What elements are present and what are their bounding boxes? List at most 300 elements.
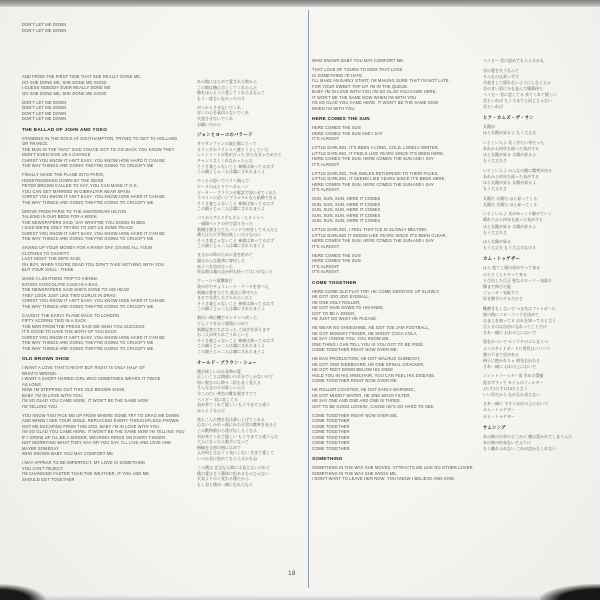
lyric-line: いつか君に慰めてもらえるかもね bbox=[197, 455, 257, 461]
lyric-line: NOW I'M STEPPING OUT THIS OLD BROWN SHOE, bbox=[22, 387, 126, 392]
lyric-stanza bbox=[312, 325, 474, 353]
lyric-line: HONEYMOONING DOWN BY THE SEINE. bbox=[22, 177, 105, 183]
lyric-line: COME TOGETHER bbox=[312, 440, 350, 445]
lyric-line: LAST NIGHT THE WIFE SAID, bbox=[22, 256, 82, 261]
lyric-stanza bbox=[197, 215, 305, 249]
lyric-line: LITTLE DARLING, I FEEL THAT ICE IS SLOWLY MELTING. bbox=[312, 227, 428, 232]
lyric-stanza bbox=[22, 413, 214, 457]
lyric-line: SUN, SUN, SUN, HERE IT COMES bbox=[312, 212, 381, 218]
lyric-stanza bbox=[22, 22, 214, 33]
lyric-stanza bbox=[197, 252, 305, 274]
lyric-line: もう大丈夫さ bbox=[483, 186, 507, 192]
lyric-line: 一週間ベッドの中で語り合った bbox=[197, 220, 253, 226]
song-title-heading: ジョンとヨーコのバラード bbox=[197, 132, 253, 138]
lyric-line: HE SAY ONE AND ONE AND ONE IS THREE. bbox=[312, 398, 402, 403]
lyric-line: ベイビー 君に恋してる 来てくれて嬉しい bbox=[483, 91, 558, 97]
lyric-line: 人が何と言おうと気にしない 生きて愛して bbox=[197, 450, 275, 456]
lyric-stanza bbox=[312, 289, 474, 322]
lyric-line: 正しいことは間違いの半分でしかないけど bbox=[197, 374, 273, 380]
lyric-stanza bbox=[312, 196, 474, 224]
lyric-line: HE GOT JOO JOO EYEBALL, bbox=[312, 294, 370, 299]
lyric-line: さあ一緒に おれの上においで bbox=[483, 329, 537, 335]
lyric-line: ほら太陽が昇る 太陽が昇るよ bbox=[483, 223, 537, 229]
lyric-line: 膝まで伸びた髪 bbox=[483, 283, 511, 289]
lyric-line: CHRIST YOU KNOW IT AIN'T EASY, YOU KNOW HOW HARD IT CAN BE bbox=[22, 298, 166, 303]
lyric-line: TALKING IN OUR BEDS FOR A WEEK. bbox=[22, 214, 99, 219]
lyric-line: THE NEWSPAPERS SAID SHE'S GONE TO HIS HEAD bbox=[22, 287, 130, 292]
lyric-line: SAVING UP YOUR MONEY FOR A RAINY DAY, GIVING ALL YOUR bbox=[22, 245, 153, 250]
lyric-line: GOT TO BE GOOD LOOKIN', CAUSE HE'S SO HARD TO SEE. bbox=[312, 403, 435, 409]
lyric-line: I'LL MAKE AN EARLY START, I'M MAKING SURE THAT I'M NOT LATE. bbox=[312, 78, 450, 83]
lyric-stanza bbox=[22, 209, 214, 242]
lyric-line: この調子じゃ二人は磔にされちまうよ bbox=[197, 243, 265, 249]
lyric-line: おまえを知ってる おれを知ってると言う bbox=[483, 317, 557, 323]
lyric-line: そうさ楽じゃないこと 神様は知ってるはず bbox=[197, 200, 275, 206]
bottom-left-corner-shadow bbox=[0, 584, 46, 600]
lyric-line: そうさ楽じゃないこと 神様は知ってるはず bbox=[197, 163, 275, 169]
lyric-line: EATING CHOCOLATE CAKE IN A BAG. bbox=[22, 281, 99, 287]
page-top-edge bbox=[0, 0, 600, 7]
lyric-line: 今この古い茶色の靴を脱ぎすてて bbox=[197, 390, 258, 396]
lyric-line: 膝の下まで足がある bbox=[483, 351, 519, 357]
lyric-line: 僕らはただ平和が欲しいだけなのに bbox=[197, 232, 261, 238]
lyric-line: お二人が戻られてうれしいと bbox=[197, 332, 249, 338]
lyric-line: IT'S GOOD TO HAVE THE BOTH OF YOU BACK bbox=[22, 329, 117, 334]
page-number: 18 bbox=[288, 571, 296, 577]
lyric-line: ゆうべ女房が言った bbox=[197, 263, 233, 269]
lyric-line: 言えるのは自由になれってことだけ bbox=[483, 323, 547, 329]
lyric-line: THE WAY THINGS ARE GOING THEY'RE GOING TO CRUCIFY ME bbox=[22, 303, 154, 309]
lyric-line: WHO KNOWS BABY YOU MAY COMFORT ME. bbox=[312, 58, 405, 63]
lyric-line: I DON'T WANT TO LEAVE HER NOW, YOU KNOW I BELIEVE AND HOW. bbox=[312, 476, 455, 481]
lyric-line: OH BOY, WHEN YOU'RE DEAD YOU DON'T TAKE NOTHING WITH YOU bbox=[22, 261, 165, 267]
lyric-line: I'M SO GLAD YOU CAME HERE, IT WON'T BE THE SAME NOW bbox=[22, 398, 149, 403]
lyric-line: HERE COME OLD FLAT TOP, HE COME GROOVIN' UP SLOWLY, bbox=[312, 288, 440, 294]
lyric-stanza bbox=[197, 369, 305, 414]
lyric-line: この娘は俺に尽くしてくれたんだ bbox=[197, 84, 257, 90]
lyric-stanza bbox=[22, 313, 214, 352]
lyric-line: この調子じゃ二人は磔にされちまうよ bbox=[197, 348, 265, 354]
lyric-line: あの娘の何気ないそぶりに bbox=[483, 439, 531, 445]
lyric-line: LITTLE DARLING IT SEEMS LIKE YEARS SINCE IT'S BEEN CLEAR. bbox=[312, 232, 447, 238]
column-english-right bbox=[312, 58, 474, 485]
lyric-line: I'M SO GLAD YOU CAME HERE, IT WON'T BE THE SAME NOW I'M TELLING YOU bbox=[22, 429, 185, 434]
lyric-line: 指輪を全部の指にはめて bbox=[197, 444, 241, 450]
lyric-line: 靴磨きもしないで つま先はフットボール bbox=[483, 305, 556, 311]
lyric-line: あの娘にはじめて愛された時から bbox=[197, 79, 257, 84]
lyric-line: THE WAY THINGS ARE GOING THEY'RE GOING TO CRUCIFY ME bbox=[22, 340, 154, 345]
lyric-line: オノのサイドボードに背骨はバリバリ bbox=[483, 345, 551, 351]
lyric-line: BABY, I'M IN LOVE WITH YOU, bbox=[22, 392, 84, 398]
lyric-line: パリからアムステルダム・ヒルトンへ bbox=[197, 215, 265, 221]
lyric-line: 死ぬ時は魂のほか何も持ってはいけないと bbox=[197, 269, 273, 275]
lyric-line: 君の愛を失うなんて bbox=[483, 67, 519, 73]
lyric-line: 僕の愛はそう簡単に拒めるものじゃない bbox=[197, 470, 269, 476]
lyric-line: IT WON'T BE THE SAME NOW WHEN I'M WITH YOU bbox=[312, 94, 417, 100]
lyric-line: いとしい人よ 長く冷たい冬だった bbox=[483, 139, 545, 145]
lyric-line: HE JUST DO WHAT HE PLEASE. bbox=[312, 316, 378, 321]
lyric-stanza bbox=[22, 136, 214, 169]
lyric-line: GOT TO BE A JOKER, bbox=[312, 310, 356, 316]
lyric-line: COME TOGETHER RIGHT NOW OVER ME. bbox=[312, 378, 398, 383]
lyric-line: 泥水すすって モジョのフィルター bbox=[483, 379, 544, 385]
lyric-line: ほら太陽が昇る bbox=[483, 239, 511, 245]
lyric-stanza bbox=[197, 178, 305, 212]
lyric-line: COME TOGETHER RIGHT NOW OVER ME. bbox=[312, 347, 398, 352]
lyric-line: あの娘の仕草のどこかに 俺は惹かれてしまうんだ bbox=[483, 433, 573, 439]
lyric-line: そうさ楽じゃないこと 神様は知ってるはず bbox=[197, 237, 275, 243]
lyric-line: 好き勝手にやるだけさ bbox=[483, 295, 523, 301]
lyric-line: STANDING IN THE DOCK AT SOUTHAMPTON, TRYING TO GET TO HOLLAND bbox=[22, 135, 178, 141]
lyric-line: IS SOMETHING I'D HATE. bbox=[312, 72, 364, 78]
lyric-line: ぼくの心を裏切らないでくれ bbox=[197, 110, 249, 116]
lyric-line: 君といれば もう今までと同じじゃない bbox=[483, 98, 553, 104]
lyric-line: IT'S ALRIGHT. bbox=[312, 243, 341, 249]
lyric-line: 服はみんな慈善に寄付した bbox=[197, 258, 245, 264]
lyric-line: 晴れてから何年も経った気がする bbox=[483, 217, 543, 223]
lyric-stanza bbox=[312, 125, 474, 142]
lyric-line: もう一度もいなかったのさ bbox=[197, 95, 245, 101]
lyric-line: DON'T LET ME DOWN bbox=[22, 27, 67, 33]
lyric-stanza bbox=[483, 265, 595, 302]
lyric-line: HE GOT MUDDY WATER, HE ONE MOJO FILTER, bbox=[312, 392, 411, 398]
lyric-line: CLOTHES TO CHARITY. bbox=[22, 250, 71, 256]
lyric-line: HE GOT ONO SIDEBOARD, HE ONE SPINAL CRACKER, bbox=[312, 361, 425, 367]
lyric-line: この僕は 完全な人間には見えないけれど bbox=[197, 465, 271, 471]
lyric-stanza bbox=[483, 124, 595, 136]
lyric-line: 朝早い飛行機でロンドンへ戻った bbox=[197, 315, 257, 321]
lyric-line: 失望させないでくれ bbox=[197, 116, 233, 122]
lyric-line: HE BAG PRODUCTION, HE GOT WALRUS GUMBOOT, bbox=[312, 356, 421, 361]
lyric-line: CAUGHT THE EARLY PLANE BACK TO LONDON bbox=[22, 312, 120, 318]
lyric-line: I'M SO GLAD YOU CAME HERE, IT WON'T BE THE SAME NOW bbox=[312, 100, 439, 105]
lyric-line: AND FROM THE FIRST TIME THAT SHE REALLY DONE ME, bbox=[22, 74, 142, 79]
lyric-line: 君が来てくれて嬉しい もう今までと違うんだ bbox=[197, 433, 279, 439]
lyric-line: 猿の指にコカ・コーラを決めて bbox=[483, 311, 539, 317]
column-japanese-right bbox=[483, 58, 595, 455]
lyric-line: 落ちこんだ僕を君は救い上げてくれる bbox=[197, 416, 265, 422]
lyric-line: さあ一緒に 今すぐおれの上においで bbox=[483, 401, 549, 407]
lyric-stanza bbox=[197, 417, 305, 462]
lyric-line: スペインに近いジブラルタルなら結婚できる bbox=[197, 195, 277, 201]
lyric-line: HE GOT HAIR DOWN TO HIS KNEE. bbox=[312, 305, 385, 310]
lyric-line: COME TOGETHER bbox=[312, 434, 350, 440]
lyric-line: IF I GROW UP I'LL BE A SINGER, WEARING RINGS ON EVERY FINGER. bbox=[22, 434, 167, 440]
song-title-heading: オールド・ブラウン・シュー bbox=[197, 359, 258, 365]
lyric-line: BUT YOUR SOUL - THINK bbox=[22, 267, 74, 272]
song-title-heading: ヒア・カムズ・ザ・サン bbox=[483, 115, 534, 121]
song-title-heading: HERE COMES THE SUN bbox=[312, 116, 370, 121]
center-divider-rule bbox=[308, 10, 309, 588]
lyric-line: WHAT'S WRONG. bbox=[22, 370, 58, 376]
lyric-line: ほんとうなんだ bbox=[197, 407, 225, 413]
lyric-line: IT'S ALRIGHT bbox=[312, 136, 340, 141]
lyric-line: 新聞は書きたてた 彼女に夢中だと bbox=[197, 289, 259, 295]
lyric-stanza bbox=[22, 365, 214, 409]
lyric-line: そんなのは真っ平だ bbox=[483, 73, 519, 79]
lyric-line: I WANT A LOVE THAT'S RIGHT BUT RIGHT IS ONLY HALF OF bbox=[22, 365, 145, 370]
lyric-line: PETER BROWN CALLED TO SAY, YOU CAN MAKE IT O.K. bbox=[22, 183, 138, 188]
lyric-line: SUN, SUN, SUN, HERE IT COMES bbox=[312, 207, 381, 212]
page-bottom-edge bbox=[0, 595, 600, 600]
lyric-line: HERE COMES THE SUN bbox=[312, 258, 361, 263]
lyric-line: OO SHE DONE ME, SHE DONE ME GOOD bbox=[22, 90, 107, 96]
lyric-line: THE WAY THINGS ARE GOING THEY'RE GOING TO CRUCIFY ME bbox=[22, 163, 154, 168]
lyric-line: COME TOGETHER. bbox=[312, 445, 351, 451]
lyric-line: CHRIST YOU KNOW IT AIN'T EASY, YOU KNOW HOW HARD IT CAN BE bbox=[22, 230, 166, 236]
lyric-stanza bbox=[22, 172, 214, 205]
lyric-line: がっかりさせないでくれ bbox=[197, 104, 241, 110]
lyric-line: 新聞記者たちは言った ご成功を祈ります bbox=[197, 326, 271, 332]
lyric-line: 君の甘い唇に今も並んで順番待ち bbox=[483, 85, 543, 91]
lyric-line: 俺をほんとうに愛してくれた女なんて bbox=[197, 90, 265, 96]
lyric-line: THE MEN FROM THE PRESS SAID WE WISH YOU SUCCESS bbox=[22, 323, 145, 329]
lyric-line: いとしい人よ 氷がゆっくり解けていく bbox=[483, 211, 553, 217]
lyric-line: HERE COMES THE SUN bbox=[312, 252, 361, 258]
lyric-line: この調子じゃ二人は磔にされちまうよ bbox=[197, 206, 265, 212]
lyric-stanza bbox=[483, 239, 595, 251]
lyric-stanza bbox=[483, 168, 595, 192]
lyric-stanza bbox=[483, 401, 595, 419]
lyric-line: 君といれば bbox=[483, 104, 503, 110]
lyric-line: そんな女の子が欲しいんだ bbox=[197, 385, 245, 391]
lyric-line: LITTLE DARLING, THE SMILES RETURNING TO THEIR FACES. bbox=[312, 170, 439, 176]
lyric-line: HERE COMES THE SUN, HERE COMES THE SUN AND I SAY bbox=[312, 156, 434, 161]
lyric-stanza bbox=[483, 306, 595, 336]
lyric-line: THE WAY THINGS ARE GOING THEY'RE GOING TO CRUCIFY ME bbox=[22, 199, 154, 205]
lyric-line: ほら太陽が昇る 太陽が昇るよ bbox=[483, 180, 537, 185]
lyric-line: もう大丈夫さ bbox=[483, 229, 507, 235]
column-english-left bbox=[22, 22, 214, 486]
lyric-line: FOR YOUR SWEET TOP LIP I'M IN THE QUEUE. bbox=[312, 83, 409, 89]
lyric-line: WHO KNOWS BABY YOU MAY COMFORT ME. bbox=[22, 451, 115, 456]
lyric-line: セーヌのほとりでハネムーン bbox=[197, 183, 249, 189]
lyric-stanza bbox=[483, 140, 595, 164]
lyric-line: お願いだから bbox=[197, 121, 221, 127]
lyric-line: 1たす1たす1は3だと言う bbox=[483, 385, 528, 391]
lyric-stanza bbox=[483, 211, 595, 235]
lyric-line: 早起きして遅れないようにしなくちゃ bbox=[483, 79, 551, 85]
lyric-line: 椅子に抱かれりゃ 病気も伝わる bbox=[483, 357, 541, 363]
lyric-line: HE GOT FEET DOWN BELOW HIS KNEE bbox=[312, 367, 394, 372]
lyric-stanza bbox=[483, 196, 595, 208]
lyric-line: HERE COMES THE SUN, HERE COMES THE SUN AND I SAY bbox=[312, 181, 434, 187]
lyric-stanza bbox=[312, 356, 474, 384]
lyric-line: THAT LOVE OF YOURS TO MISS THAT LOVE bbox=[312, 67, 403, 72]
lyric-line: ジョーカー気取りで bbox=[483, 289, 519, 295]
lyric-stanza bbox=[312, 145, 474, 167]
lyric-line: LITTLE DARLING, IT SEEMS LIKE YEARS SINCE IT'S BEEN HERE. bbox=[312, 176, 446, 181]
lyric-line: もう離れられない これが恋かもしれない bbox=[483, 445, 557, 451]
lyric-line: DON'T LET ME DOWN bbox=[22, 116, 67, 121]
lyric-line: COME TOGETHER bbox=[312, 429, 350, 434]
lyric-line: そうさ楽じゃないこと 神様は知ってるはず bbox=[197, 300, 275, 306]
lyric-line: I'M TELLING YOU bbox=[22, 403, 58, 409]
lyric-line: 天気より早く変わる僕だから bbox=[197, 476, 249, 482]
lyric-line: カム・トゥゲザー bbox=[483, 413, 515, 419]
lyric-line: 袋の中でチョコレート・ケーキを食べた bbox=[197, 283, 269, 289]
lyric-stanza bbox=[483, 68, 595, 111]
lyric-stanza bbox=[312, 253, 474, 275]
lyric-line: SOMETHING IN THE WAY SHE WOOS ME, bbox=[312, 470, 398, 476]
lyric-line: CHRIST YOU KNOW IT AIN'T EASY, YOU KNOW HOW HARD IT CAN BE bbox=[22, 157, 166, 163]
lyric-line: ウィーンへ電撃旅行 bbox=[197, 278, 233, 284]
lyric-line: DIDN'T EVEN GIVE US A CHANCE bbox=[22, 152, 91, 157]
lyric-line: CHRIST YOU KNOW IT AIN'T EASY, YOU KNOW HOW HARD IT CAN BE bbox=[22, 334, 166, 340]
lyric-line: もし君と僕が一緒になれたなら bbox=[197, 481, 253, 487]
lyric-line: そうさ楽じゃないこと 神様は知ってるはず bbox=[197, 337, 275, 343]
lyric-stanza bbox=[197, 141, 305, 175]
lyric-line: AND WHEN I SEE YOUR SMILE, REPLACING EVERY THOUGHTLESS FROWN bbox=[22, 418, 179, 423]
lyric-stanza bbox=[197, 315, 305, 354]
lyric-line: やっとの思いでパリへ飛んで bbox=[197, 178, 249, 184]
lyric-line: DON'T LET ME DOWN bbox=[22, 105, 67, 110]
lyric-line: YOU CAN'T REJECT. bbox=[22, 465, 64, 471]
lyric-stanza bbox=[312, 387, 474, 409]
song-title-heading: OLD BROWN SHOE bbox=[22, 356, 70, 361]
song-title-heading: サムシング bbox=[483, 424, 506, 430]
lyric-line: まさかの時のために金を貯めて bbox=[197, 252, 253, 258]
lyric-line: いい男だから なかなか見えない bbox=[483, 391, 541, 397]
lyric-line: 心ないしかめっ面にかわる君の微笑を見ると bbox=[197, 422, 277, 428]
lyric-stanza bbox=[22, 74, 214, 96]
lyric-stanza bbox=[312, 58, 474, 64]
lyric-line: ほら 変てこ頭の男がやって来る bbox=[483, 265, 541, 271]
lyric-stanza bbox=[22, 100, 214, 122]
lyric-line: カム・トゥゲザー bbox=[483, 407, 515, 413]
lyric-stanza bbox=[197, 79, 305, 101]
lyric-line: FINALLY MADE THE PLANE INTO PARIS, bbox=[22, 172, 105, 177]
lyric-line: THE NEWSPAPERS SAID, SAY WHAT'RE YOU DOING IN BED bbox=[22, 219, 146, 225]
lyric-stanza bbox=[197, 278, 305, 312]
lyric-line: まるで女装したグルみたいだと bbox=[197, 295, 253, 301]
lyric-line: COME TOGETHER bbox=[312, 423, 350, 429]
song-title-heading: SOMETHING bbox=[312, 456, 343, 461]
lyric-line: レインコートの男が言った 戻らなきゃだめだと bbox=[197, 152, 282, 158]
lyric-stanza bbox=[312, 227, 474, 249]
lyric-line: DROVE FROM PARIS TO THE AMSTERDAM HILTON bbox=[22, 208, 127, 214]
lyric-line: HOLD YOU IN HIS ARMCHAIR, YOU CAN FEEL HIS DISEASE. bbox=[312, 372, 436, 378]
lyric-line: MADE A LIGHTNING TRIP TO VIENNA bbox=[22, 276, 98, 281]
lyric-line: DON'T LET ME DOWN bbox=[22, 110, 67, 116]
lyric-line: とび出した目玉 聖なるローラー気取り bbox=[483, 277, 553, 283]
lyric-stanza bbox=[312, 413, 474, 452]
lyric-line: オランダかフランスへ渡ろうとしていた bbox=[197, 146, 269, 152]
lyric-line: THE WAY THINGS ARE GOING THEY'RE GOING TO CRUCIFY ME bbox=[22, 236, 154, 241]
lyric-line: I SAID WE'RE ONLY TRYING TO GET US SOME PEACE bbox=[22, 225, 133, 230]
lyric-line: NOT WORRYING WHAT THEY SAY OR YOU SAY, I'LL LIVE AND LOVE AND bbox=[22, 440, 172, 445]
lyric-line: YOU CAN GET MARRIED IN GIBRALTAR NEAR SPAIN bbox=[22, 188, 130, 194]
column-japanese-left bbox=[197, 79, 305, 491]
lyric-line: HERE COMES THE SUN AND I SAY bbox=[312, 130, 383, 136]
lyric-stanza bbox=[197, 465, 305, 487]
lyric-line: ベイビー 君に慰めてもらえるかも bbox=[483, 58, 544, 63]
song-title-heading: COME TOGETHER bbox=[312, 279, 357, 285]
lyric-stanza bbox=[22, 460, 214, 482]
lyric-line: ピーター・ブラウンが電話で知らせてくれた bbox=[197, 189, 277, 195]
lyric-line: WHEN I'M WITH YOU bbox=[312, 105, 355, 111]
lyric-line: どんぐりを五十個袋につめて bbox=[197, 320, 249, 326]
lyric-line: HE ROLLER COASTER, HE GOT EARLY WARNING, bbox=[312, 387, 415, 392]
lyric-line: COME TOGETHER bbox=[312, 418, 350, 423]
lyric-line: もう大丈夫さ bbox=[483, 158, 507, 164]
lyric-line: 太陽だ 太陽だ ほら昇ってくる bbox=[483, 195, 538, 201]
lyric-line: HE SAY I KNOW YOU, YOU KNOW ME. bbox=[312, 336, 390, 341]
lyric-stanza bbox=[312, 171, 474, 193]
lyric-stanza bbox=[483, 373, 595, 397]
song-title-heading: THE BALLAD OF JOHN AND YOKO bbox=[22, 126, 108, 132]
lyric-line: ジェットコースター男 早めの警報 bbox=[483, 373, 544, 379]
lyric-line: IT'S ALRIGHT bbox=[312, 263, 340, 269]
lyric-line: あれから何年も経った気がする bbox=[483, 173, 539, 179]
lyric-line: MAYBE SOMEDAY bbox=[22, 445, 59, 451]
lyric-line: 僕が欲しいのは本物の愛 bbox=[197, 368, 241, 374]
lyric-line: IT'S ALRIGHT. bbox=[312, 161, 341, 167]
lyric-line: この調子じゃ二人は磔にされちまうよ bbox=[197, 343, 265, 349]
lyric-stanza bbox=[22, 276, 214, 309]
lyric-line: BABY I'M IN LOVE WITH YOU I'M SO GLAD YOU CAME HERE, bbox=[312, 89, 437, 94]
lyric-line: YOU KNOW YOU PICK ME UP FROM WHERE SOME TRY TO DRAG ME DOWN bbox=[22, 412, 180, 418]
lyric-line: 太陽だ 太陽だ ほら昇ってくる bbox=[483, 201, 538, 207]
lyric-line: HERE COMES THE SUN bbox=[312, 125, 361, 130]
lyric-line: この調子じゃ二人は磔にされちまうよ bbox=[197, 306, 265, 312]
lyric-line: SHOULD GET TOGETHER bbox=[22, 476, 75, 482]
lyric-line: LITTLE DARLING, IT FEELS LIKE YEARS SINCE IT'S BEEN HERE. bbox=[312, 150, 445, 156]
lyric-line: LITTLE DARLING, IT'S BEEN A LONG, COLD, LONELY WINTER. bbox=[312, 145, 440, 150]
lyric-line: HE ONE HOLY ROLLER, bbox=[312, 299, 361, 305]
lyric-line: DON'T LET ME DOWN bbox=[22, 99, 67, 105]
lyric-stanza bbox=[197, 105, 305, 127]
lyric-line: AS LONG bbox=[22, 381, 42, 387]
lyric-line: SOMETHING IN THE WAY SHE MOVES, ATTRACTS ME LIKE NO OTHER LOVER bbox=[312, 465, 473, 470]
lyric-line: OO SHE DONE ME, SHE DONE ME GOOD bbox=[22, 79, 107, 85]
lyric-line: この動物園から逃げ出したくなる bbox=[197, 427, 257, 433]
lyric-line: ONE THING I CAN TELL YOU IS YOU GOT TO BE FREE. bbox=[312, 341, 425, 347]
lyric-line: もう大丈夫 もう大丈夫なのさ bbox=[483, 245, 537, 251]
lyric-line: OR FRANCE. bbox=[22, 141, 49, 146]
lyric-line: ほら太陽が昇るよ もう大丈夫 bbox=[483, 130, 537, 136]
bottom-right-corner-shadow bbox=[540, 584, 600, 600]
song-title-heading: カム・トゥゲザー bbox=[483, 256, 521, 262]
lyric-line: のらりくらりやって来る bbox=[483, 271, 527, 277]
lyric-stanza bbox=[22, 245, 214, 273]
lyric-line: THEY LOOK JUST LIKE TWO GURUS IN DRAG bbox=[22, 292, 116, 298]
lyric-line: HERE COMES THE SUN, HERE COMES THE SUN AND I SAY bbox=[312, 238, 434, 243]
lyric-line: この調子じゃ二人は磔にされちまうよ bbox=[197, 169, 265, 175]
lyric-line: 太陽が bbox=[483, 124, 495, 130]
lyric-line: さあ一緒に おれの上においで bbox=[483, 363, 537, 369]
lyric-line: 袋をかついで セイウチのゴム長ぐつ bbox=[483, 339, 548, 345]
lyric-line: ベイビー 君に恋してる bbox=[197, 396, 238, 402]
lyric-line: THE WAY THINGS ARE GOING THEY'RE GOING TO CRUCIFY ME bbox=[22, 345, 154, 351]
lyric-line: COME TOGETHER RIGHT NOW OVER ME. bbox=[312, 412, 398, 418]
lyric-line: CHRIST YOU KNOW IT AIN'T EASY, YOU KNOW HOW HARD IT CAN BE bbox=[22, 194, 166, 199]
lyric-stanza bbox=[312, 465, 474, 482]
lyric-line: いとしい人よ みんなの顔に微笑が戻る bbox=[483, 167, 553, 173]
lyric-line: DON'T LET ME DOWN bbox=[22, 22, 67, 27]
lyric-line: SUN, SUN, SUN, HERE IT COMES bbox=[312, 218, 381, 223]
lyric-line: I WANT A SHORT HAIRED GIRL WHO SOMETIMES WEARS IT TWICE bbox=[22, 376, 161, 381]
lyric-stanza bbox=[483, 434, 595, 452]
lyric-stanza bbox=[312, 67, 474, 111]
lyric-line: I'M CHANGING FASTER THAN THE WEATHER, IF YOU AND ME bbox=[22, 471, 150, 476]
lyric-line: SUN, SUN, SUN, HERE IT COMES bbox=[312, 201, 381, 207]
lyric-line: I GUESS NOBODY EVER REALLY DONE ME bbox=[22, 85, 111, 90]
lyric-line: 大人になったら歌手になって bbox=[197, 439, 249, 445]
lyric-line: あれから何年も経った気がする bbox=[483, 146, 539, 152]
lyric-line: チャンスさえくれなかったんだ bbox=[197, 158, 253, 164]
lyric-line: HE GOT MONKEY FINGER, HE SHOOT COCA COLA, bbox=[312, 330, 418, 336]
